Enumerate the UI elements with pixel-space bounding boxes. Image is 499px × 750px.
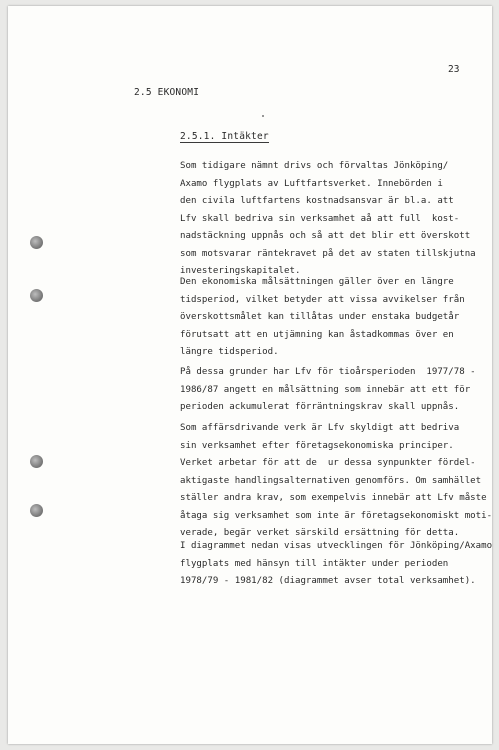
text-line: 1986/87 angett en målsättning som innebär att ett för: [180, 384, 471, 395]
text-line: överskottsmålet kan tillåtas under enstaka budgetår: [180, 312, 460, 322]
text-line: Som tidigare nämnt drivs och förvaltas Jönköping/: [180, 161, 449, 171]
paragraph-1: [180, 158, 480, 281]
binder-hole: [30, 504, 43, 517]
text-line: perioden ackumulerat förräntningskrav skall uppnås.: [180, 402, 460, 412]
binder-hole: [30, 236, 43, 249]
text-line: tidsperiod, vilket betyder att vissa avvikelser från: [180, 294, 465, 305]
text-line: längre tidsperiod.: [180, 347, 279, 357]
text-line: På dessa grunder har Lfv för tioårsperioden 1977/78 -: [180, 367, 476, 377]
page-number: 23: [448, 64, 460, 75]
text-line: sin verksamhet efter företagsekonomiska principer.: [180, 440, 454, 451]
subsection-heading-text: 2.5.1. Intäkter: [180, 131, 269, 142]
text-line: Som affärsdrivande verk är Lfv skyldigt att bedriva: [180, 423, 460, 433]
document-page: [8, 6, 492, 744]
text-line: flygplats med hänsyn till intäkter under perioden: [180, 558, 449, 569]
text-line: som motsvarar räntekravet på det av staten tillskjutna: [180, 248, 476, 259]
text-line: Verket arbetar för att de ur dessa synpunkter fördel-: [180, 458, 476, 468]
text-line: den civila luftfartens kostnadsansvar är bl.a. att: [180, 196, 454, 206]
paragraph-2: [180, 274, 480, 362]
paragraph-5: [180, 538, 493, 591]
section-heading: 2.5 EKONOMI: [134, 87, 200, 98]
text-line: verade, begär verket särskild ersättning för detta.: [180, 528, 460, 538]
subsection-heading: [180, 131, 269, 142]
binder-hole: [30, 455, 43, 468]
text-line: ställer andra krav, som exempelvis innebär att Lfv måste: [180, 493, 487, 503]
paragraph-4: [180, 420, 493, 543]
heading-underline: [180, 142, 269, 143]
text-line: 1978/79 - 1981/82 (diagrammet avser total verksamhet).: [180, 576, 476, 586]
binder-hole: [30, 289, 43, 302]
text-line: Lfv skall bedriva sin verksamhet aå att full kost-: [180, 213, 460, 224]
paragraph-3: [180, 364, 480, 417]
text-line: åtaga sig verksamhet som inte är företagsekonomiskt moti-: [180, 510, 493, 521]
scan-speck: [262, 115, 264, 117]
text-line: nadstäckning uppnås och så att det blir ett överskott: [180, 231, 471, 241]
text-line: förutsatt att en utjämning kan åstadkommas över en: [180, 329, 454, 340]
text-line: Den ekonomiska målsättningen gäller över en längre: [180, 277, 454, 287]
text-line: investeringskapitalet.: [180, 266, 301, 276]
text-line: Axamo flygplats av Luftfartsverket. Innebörden i: [180, 178, 443, 189]
text-line: I diagrammet nedan visas utvecklingen för Jönköping/Axamo: [180, 541, 493, 551]
text-line: aktigaste handlingsalternativen genomförs. Om samhället: [180, 475, 482, 486]
